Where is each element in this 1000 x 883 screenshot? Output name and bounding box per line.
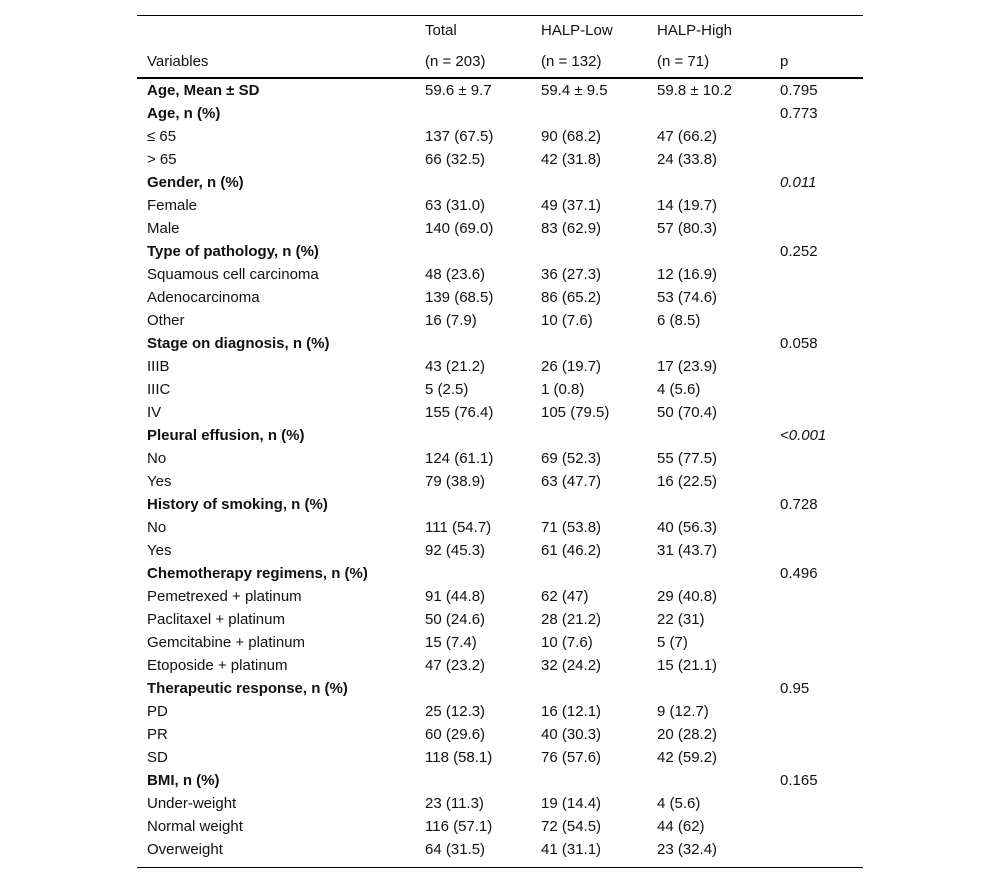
cell-total: 118 (58.1) [425, 749, 493, 766]
table-row [137, 815, 863, 838]
cell-halp-high: 59.8 ± 10.2 [657, 82, 732, 99]
row-label: Yes [147, 473, 172, 490]
cell-halp-high: 47 (66.2) [657, 128, 718, 145]
cell-halp-high: 42 (59.2) [657, 749, 718, 766]
table-row [137, 838, 863, 861]
group-header-row [137, 493, 863, 516]
cell-halp-low: 36 (27.3) [541, 266, 602, 283]
row-label: IV [147, 404, 162, 421]
cell-halp-low: 72 (54.5) [541, 818, 602, 835]
cell-total: 23 (11.3) [425, 795, 484, 812]
row-label: Type of pathology, n (%) [147, 243, 319, 260]
cell-p-value: 0.058 [780, 335, 818, 352]
row-label: ≤ 65 [147, 128, 177, 145]
row-label: Etoposide + platinum [147, 657, 288, 674]
cell-total: 139 (68.5) [425, 289, 494, 306]
group-header-row [137, 240, 863, 263]
cell-halp-high: 23 (32.4) [657, 841, 718, 858]
row-label: PD [147, 703, 168, 720]
row-label: Therapeutic response, n (%) [147, 680, 348, 697]
table-row [137, 263, 863, 286]
cell-halp-high: 14 (19.7) [657, 197, 718, 214]
table-row [137, 125, 863, 148]
cell-halp-high: 17 (23.9) [657, 358, 718, 375]
cell-p-value: 0.95 [780, 680, 810, 697]
cell-halp-low: 28 (21.2) [541, 611, 602, 628]
cell-total: 64 (31.5) [425, 841, 486, 858]
cell-halp-high: 16 (22.5) [657, 473, 718, 490]
group-header-row [137, 562, 863, 585]
row-label: Pemetrexed + platinum [147, 588, 302, 605]
cell-halp-low: 105 (79.5) [541, 404, 610, 421]
table-row [137, 378, 863, 401]
row-label: Overweight [147, 841, 223, 858]
cell-total: 137 (67.5) [425, 128, 494, 145]
cell-p-value: 0.252 [780, 243, 818, 260]
table-row [137, 516, 863, 539]
table-row [137, 447, 863, 470]
header-row-counts [137, 50, 863, 74]
cell-halp-low: 49 (37.1) [541, 197, 602, 214]
row-label: > 65 [147, 151, 177, 168]
cell-p-value: 0.728 [780, 496, 818, 513]
cell-halp-low: 26 (19.7) [541, 358, 602, 375]
cell-halp-low: 16 (12.1) [541, 703, 602, 720]
table-row [137, 309, 863, 332]
table-row [137, 194, 863, 217]
cell-total: 47 (23.2) [425, 657, 486, 674]
row-label: Under-weight [147, 795, 237, 812]
table-bottom-rule [137, 867, 863, 868]
cell-halp-high: 53 (74.6) [657, 289, 718, 306]
cell-halp-high: 6 (8.5) [657, 312, 701, 329]
table-row [137, 631, 863, 654]
row-label: Gemcitabine + platinum [147, 634, 305, 651]
row-label: Adenocarcinoma [147, 289, 260, 306]
cell-halp-high: 4 (5.6) [657, 381, 701, 398]
cell-halp-low: 10 (7.6) [541, 312, 593, 329]
header-variables: Variables [147, 53, 209, 70]
cell-halp-low: 32 (24.2) [541, 657, 602, 674]
header-total: Total [425, 22, 457, 39]
cell-halp-low: 63 (47.7) [541, 473, 602, 490]
cell-p-value: 0.795 [780, 82, 818, 99]
row-label: IIIC [147, 381, 171, 398]
row-label: History of smoking, n (%) [147, 496, 328, 513]
cell-total: 25 (12.3) [425, 703, 486, 720]
table-row [137, 700, 863, 723]
table-row [137, 608, 863, 631]
cell-p-value: 0.496 [780, 565, 818, 582]
cell-halp-low: 59.4 ± 9.5 [541, 82, 608, 99]
cell-total: 50 (24.6) [425, 611, 486, 628]
cell-halp-low: 62 (47) [541, 588, 589, 605]
cell-total: 124 (61.1) [425, 450, 494, 467]
row-label: Gender, n (%) [147, 174, 244, 191]
group-header-row [137, 769, 863, 792]
cell-total: 79 (38.9) [425, 473, 486, 490]
group-header-row [137, 332, 863, 355]
table-row [137, 792, 863, 815]
cell-halp-low: 40 (30.3) [541, 726, 602, 743]
group-header-row [137, 79, 863, 102]
table-top-rule [137, 15, 863, 16]
cell-halp-high: 50 (70.4) [657, 404, 718, 421]
cell-p-value: <0.001 [780, 427, 827, 444]
row-label: Stage on diagnosis, n (%) [147, 335, 330, 352]
table-row [137, 723, 863, 746]
cell-p-value: 0.773 [780, 105, 818, 122]
group-header-row [137, 171, 863, 194]
cell-total: 60 (29.6) [425, 726, 486, 743]
cell-halp-low: 71 (53.8) [541, 519, 602, 536]
cell-halp-low: 69 (52.3) [541, 450, 602, 467]
table-row [137, 654, 863, 677]
cell-p-value: 0.165 [780, 772, 818, 789]
table-row [137, 401, 863, 424]
header-total-n: (n = 203) [425, 53, 486, 70]
cell-p-value: 0.011 [780, 174, 817, 191]
table-row [137, 286, 863, 309]
cell-halp-low: 10 (7.6) [541, 634, 593, 651]
cell-total: 66 (32.5) [425, 151, 486, 168]
header-halp-low-n: (n = 132) [541, 53, 602, 70]
header-row-groups [137, 19, 863, 43]
cell-halp-high: 24 (33.8) [657, 151, 718, 168]
cell-halp-low: 86 (65.2) [541, 289, 602, 306]
cell-total: 16 (7.9) [425, 312, 477, 329]
header-halp-high-n: (n = 71) [657, 53, 710, 70]
cell-halp-high: 29 (40.8) [657, 588, 718, 605]
cell-halp-high: 20 (28.2) [657, 726, 718, 743]
cell-halp-low: 19 (14.4) [541, 795, 602, 812]
row-label: Paclitaxel + platinum [147, 611, 285, 628]
cell-halp-low: 41 (31.1) [541, 841, 602, 858]
cell-halp-low: 76 (57.6) [541, 749, 602, 766]
row-label: SD [147, 749, 168, 766]
header-p-value: p [780, 53, 789, 70]
cell-halp-high: 5 (7) [657, 634, 688, 651]
row-label: No [147, 450, 167, 467]
cell-halp-low: 90 (68.2) [541, 128, 602, 145]
row-label: Other [147, 312, 185, 329]
cell-total: 116 (57.1) [425, 818, 493, 835]
table-row [137, 539, 863, 562]
cell-total: 59.6 ± 9.7 [425, 82, 492, 99]
table-row [137, 470, 863, 493]
cell-halp-high: 55 (77.5) [657, 450, 718, 467]
cell-halp-high: 31 (43.7) [657, 542, 718, 559]
cell-halp-high: 4 (5.6) [657, 795, 701, 812]
cell-total: 5 (2.5) [425, 381, 469, 398]
cell-halp-high: 57 (80.3) [657, 220, 718, 237]
header-halp-high: HALP-High [657, 22, 733, 39]
cell-total: 91 (44.8) [425, 588, 486, 605]
cell-total: 15 (7.4) [425, 634, 477, 651]
cell-total: 140 (69.0) [425, 220, 494, 237]
cell-halp-high: 15 (21.1) [657, 657, 718, 674]
row-label: Female [147, 197, 198, 214]
cell-halp-high: 40 (56.3) [657, 519, 718, 536]
cell-total: 111 (54.7) [425, 519, 492, 536]
cell-total: 155 (76.4) [425, 404, 494, 421]
row-label: Normal weight [147, 818, 243, 835]
table-row [137, 217, 863, 240]
row-label: Age, Mean ± SD [147, 82, 260, 99]
table-row [137, 148, 863, 171]
cell-halp-high: 9 (12.7) [657, 703, 709, 720]
row-label: Male [147, 220, 180, 237]
cell-halp-low: 1 (0.8) [541, 381, 585, 398]
cell-halp-low: 61 (46.2) [541, 542, 602, 559]
row-label: Squamous cell carcinoma [147, 266, 319, 283]
table-row [137, 746, 863, 769]
cell-total: 43 (21.2) [425, 358, 486, 375]
group-header-row [137, 102, 863, 125]
group-header-row [137, 677, 863, 700]
cell-total: 48 (23.6) [425, 266, 486, 283]
header-halp-low: HALP-Low [541, 22, 613, 39]
row-label: Chemotherapy regimens, n (%) [147, 565, 368, 582]
cell-halp-high: 44 (62) [657, 818, 705, 835]
cell-total: 92 (45.3) [425, 542, 486, 559]
row-label: No [147, 519, 167, 536]
row-label: BMI, n (%) [147, 772, 220, 789]
group-header-row [137, 424, 863, 447]
cell-halp-low: 83 (62.9) [541, 220, 602, 237]
table-row [137, 355, 863, 378]
row-label: Yes [147, 542, 172, 559]
cell-halp-high: 22 (31) [657, 611, 705, 628]
row-label: Age, n (%) [147, 105, 221, 122]
row-label: IIIB [147, 358, 170, 375]
row-label: PR [147, 726, 168, 743]
cell-halp-high: 12 (16.9) [657, 266, 718, 283]
table-row [137, 585, 863, 608]
row-label: Pleural effusion, n (%) [147, 427, 305, 444]
cell-halp-low: 42 (31.8) [541, 151, 602, 168]
cell-total: 63 (31.0) [425, 197, 486, 214]
